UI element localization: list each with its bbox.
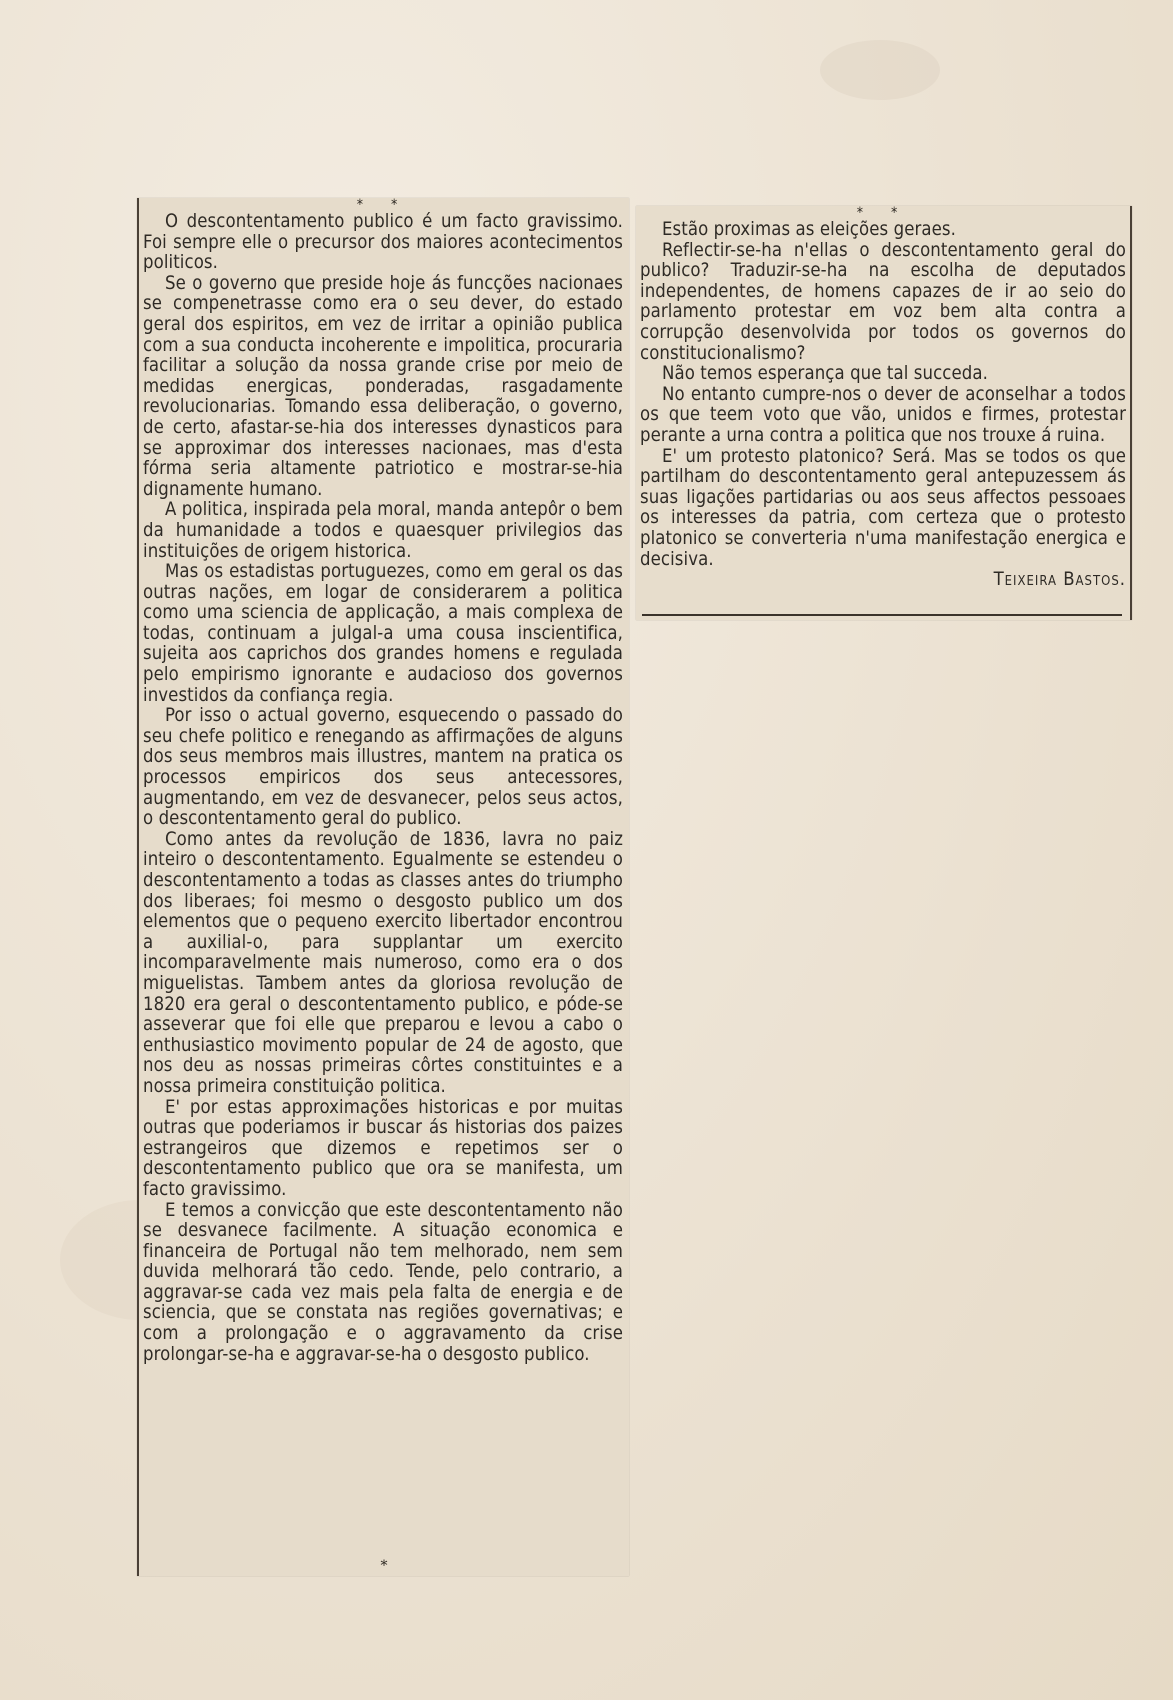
- left-column-text: [139, 198, 629, 1576]
- right-paragraph: E' um protesto platonico? Será. Mas se todos os que partilham do descontentamento geral antepuzessem ás suas ligações partidarias ou aos seus affectos pessoaes os interesses da patria, com certeza que o protesto platonico se converteria n'uma manifestação energica e decisiva.: [640, 445, 1126, 570]
- section-separator: * *: [856, 205, 910, 221]
- right-paragraph: Não temos esperança que tal succeda.: [662, 363, 988, 385]
- author-signature: Teixeira Bastos.: [993, 569, 1126, 591]
- newspaper-clipping-left: [137, 198, 629, 1576]
- paper-stain: [820, 40, 940, 100]
- left-paragraph: E' por estas approximações historicas e por muitas outras que poderiamos ir buscar ás historias dos paizes estrangeiros que dizemos e repetimos ser o descontentamento publico que ora se manifesta, um facto gravissimo.: [143, 1096, 623, 1200]
- left-paragraph: Mas os estadistas portuguezes, como em geral os das outras nações, em logar de considerarem a politica como uma sciencia de applicação, a mais complexa de todas, continuam a julgal-a uma cousa inscientifica, sujeita aos caprichos dos grandes homens e regulada pelo empirismo ignorante e audacioso dos governos investidos da confiança regia.: [143, 561, 623, 706]
- section-separator: * *: [356, 197, 410, 213]
- end-mark: *: [380, 1558, 388, 1574]
- newspaper-clipping-right: [636, 206, 1132, 620]
- closing-rule: [642, 614, 1122, 616]
- left-paragraph: O descontentamento publico é um facto gravissimo. Foi sempre elle o precursor dos maiores acontecimentos politicos.: [143, 211, 623, 274]
- left-paragraph: A politica, inspirada pela moral, manda antepôr o bem da humanidade a todos e quaesquer privilegios das instituições de origem historica.: [143, 499, 623, 562]
- left-paragraph: Se o governo que preside hoje ás funcções nacionaes se compenetrasse como era o seu dever, do estado geral dos espiritos, em vez de irritar a opinião publica com a sua conducta incoherente e impolitica, procuraria facilitar a solução da nossa grande crise por meio de medidas energicas, ponderadas, rasgadamente revolucionarias. Tomando essa deliberação, o governo, de certo, afastar-se-hia dos interesses dynasticos para se approximar dos interesses nacionaes, mas d'esta fórma seria altamente patriotico e mostrar-se-hia dignamente humano.: [143, 272, 623, 500]
- right-paragraph: No entanto cumpre-nos o dever de aconselhar a todos os que teem voto que vão, unidos e firmes, protestar perante a urna contra a politica que nos trouxe á ruina.: [640, 383, 1126, 446]
- left-paragraph: Como antes da revolução de 1836, lavra no paiz inteiro o descontentamento. Egualmente se estendeu o descontentamento a todas as classes antes do triumpho dos liberaes; foi mesmo o desgosto publico um dos elementos que o pequeno exercito libertador encontrou a auxilial-o, para supplantar um exercito incomparavelmente mais numeroso, como era o dos miguelistas. Tambem antes da gloriosa revolução de 1820 era geral o descontentamento publico, e póde-se asseverar que foi elle que preparou e levou a cabo o enthusiastico movimento popular de 24 de agosto, que nos deu as nossas primeiras côrtes constituintes e a nossa primeira constituição politica.: [143, 828, 623, 1097]
- left-paragraph: E temos a convicção que este descontentamento não se desvanece facilmente. A situação economica e financeira de Portugal não tem melhorado, nem sem duvida melhorará tão cedo. Tende, pelo contrario, a aggravar-se cada vez mais pela falta de energia e de sciencia, que se constata nas regiões governativas; e com a prolongação e o aggravamento da crise prolongar-se-ha e aggravar-se-ha o desgosto publico.: [143, 1199, 623, 1365]
- right-paragraph: Reflectir-se-ha n'ellas o descontentamento geral do publico? Traduzir-se-ha na escolha de deputados independentes, de homens capazes de ir ao seio do parlamento protestar em voz bem alta contra a corrupção desenvolvida por todos os governos do constitucionalismo?: [640, 239, 1126, 364]
- left-paragraph: Por isso o actual governo, esquecendo o passado do seu chefe politico e renegando as affirmações de alguns dos seus membros mais illustres, mantem na pratica os processos empiricos dos seus antecessores, augmentando, em vez de desvanecer, pelos seus actos, o descontentamento geral do publico.: [143, 705, 623, 830]
- right-paragraph: Estão proximas as eleições geraes.: [662, 219, 956, 240]
- right-column-text: [636, 206, 1130, 620]
- signature-line: [640, 570, 1126, 591]
